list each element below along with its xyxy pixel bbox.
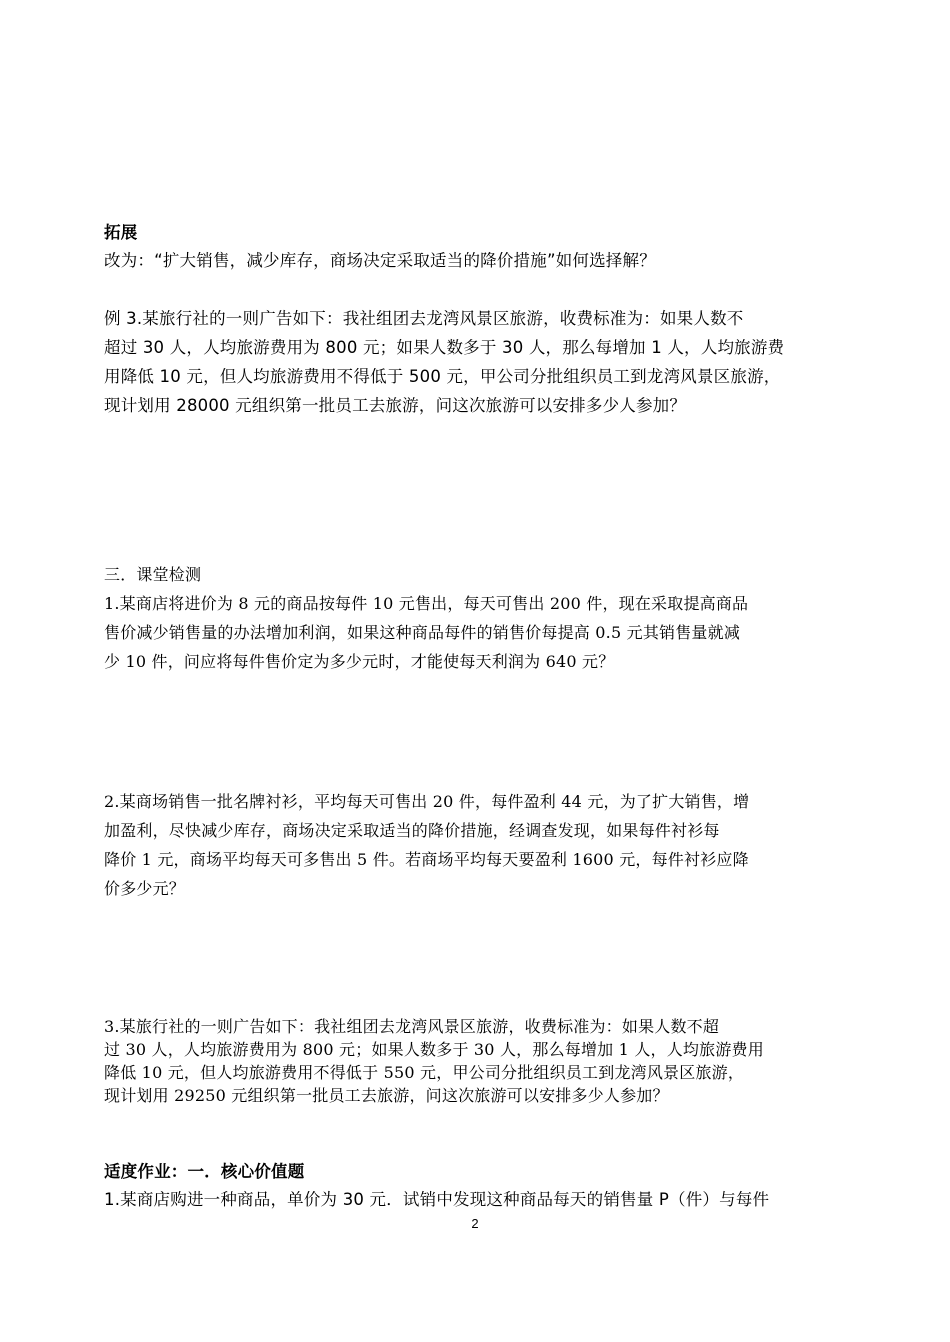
homework-problem1: 1.某商店购进一种商品，单价为 30 元．试销中发现这种商品每天的销售量 P（件）与每件 xyxy=(104,1190,770,1209)
page-number: 2 xyxy=(471,1216,479,1231)
extension-question: 改为：“扩大销售，减少库存，商场决定采取适当的降价措施”如何选择解？ xyxy=(104,251,656,270)
problem3-line: 现计划用 29250 元组织第一批员工去旅游，问这次旅游可以安排多少人参加？ xyxy=(104,1086,669,1105)
problem2-line: 价多少元？ xyxy=(104,879,186,898)
problem3-line: 降低 10 元，但人均旅游费用不得低于 550 元，甲公司分批组织员工到龙湾风景区旅游， xyxy=(104,1063,745,1082)
example3-line: 现计划用 28000 元组织第一批员工去旅游，问这次旅游可以安排多少人参加？ xyxy=(104,396,687,415)
problem3-line: 3.某旅行社的一则广告如下：我社组团去龙湾风景区旅游，收费标准为：如果人数不超 xyxy=(104,1017,720,1036)
problem3-line: 过 30 人，人均旅游费用为 800 元；如果人数多于 30 人，那么每增加 1 人，人均旅游费用 xyxy=(104,1040,764,1059)
problem1-line: 少 10 件，问应将每件售价定为多少元时，才能使每天利润为 640 元？ xyxy=(104,652,615,671)
problem2-line: 2.某商场销售一批名牌衬衫，平均每天可售出 20 件，每件盈利 44 元，为了扩大销售，增 xyxy=(104,792,750,811)
example3-line: 用降低 10 元，但人均旅游费用不得低于 500 元，甲公司分批组织员工到龙湾风景区旅游， xyxy=(104,367,781,386)
example3-line: 例 3.某旅行社的一则广告如下：我社组团去龙湾风景区旅游，收费标准为：如果人数不 xyxy=(104,309,744,328)
problem2-line: 降价 1 元，商场平均每天可多售出 5 件。若商场平均每天要盈利 1600 元，每件衬衫应降 xyxy=(104,850,749,869)
example3-line: 超过 30 人，人均旅游费用为 800 元；如果人数多于 30 人，那么每增加 1 人，人均旅游费 xyxy=(104,338,785,357)
homework-heading: 适度作业：一．核心价值题 xyxy=(104,1162,305,1181)
class-check-heading: 三．课堂检测 xyxy=(104,565,202,584)
problem2-line: 加盈利，尽快减少库存，商场决定采取适当的降价措施，经调查发现，如果每件衬衫每 xyxy=(104,821,720,840)
problem1-line: 售价减少销售量的办法增加利润，如果这种商品每件的销售价每提高 0.5 元其销售量就减 xyxy=(104,623,741,642)
extension-heading: 拓展 xyxy=(104,223,138,242)
problem1-line: 1.某商店将进价为 8 元的商品按每件 10 元售出，每天可售出 200 件，现在采取提高商品 xyxy=(104,594,749,613)
